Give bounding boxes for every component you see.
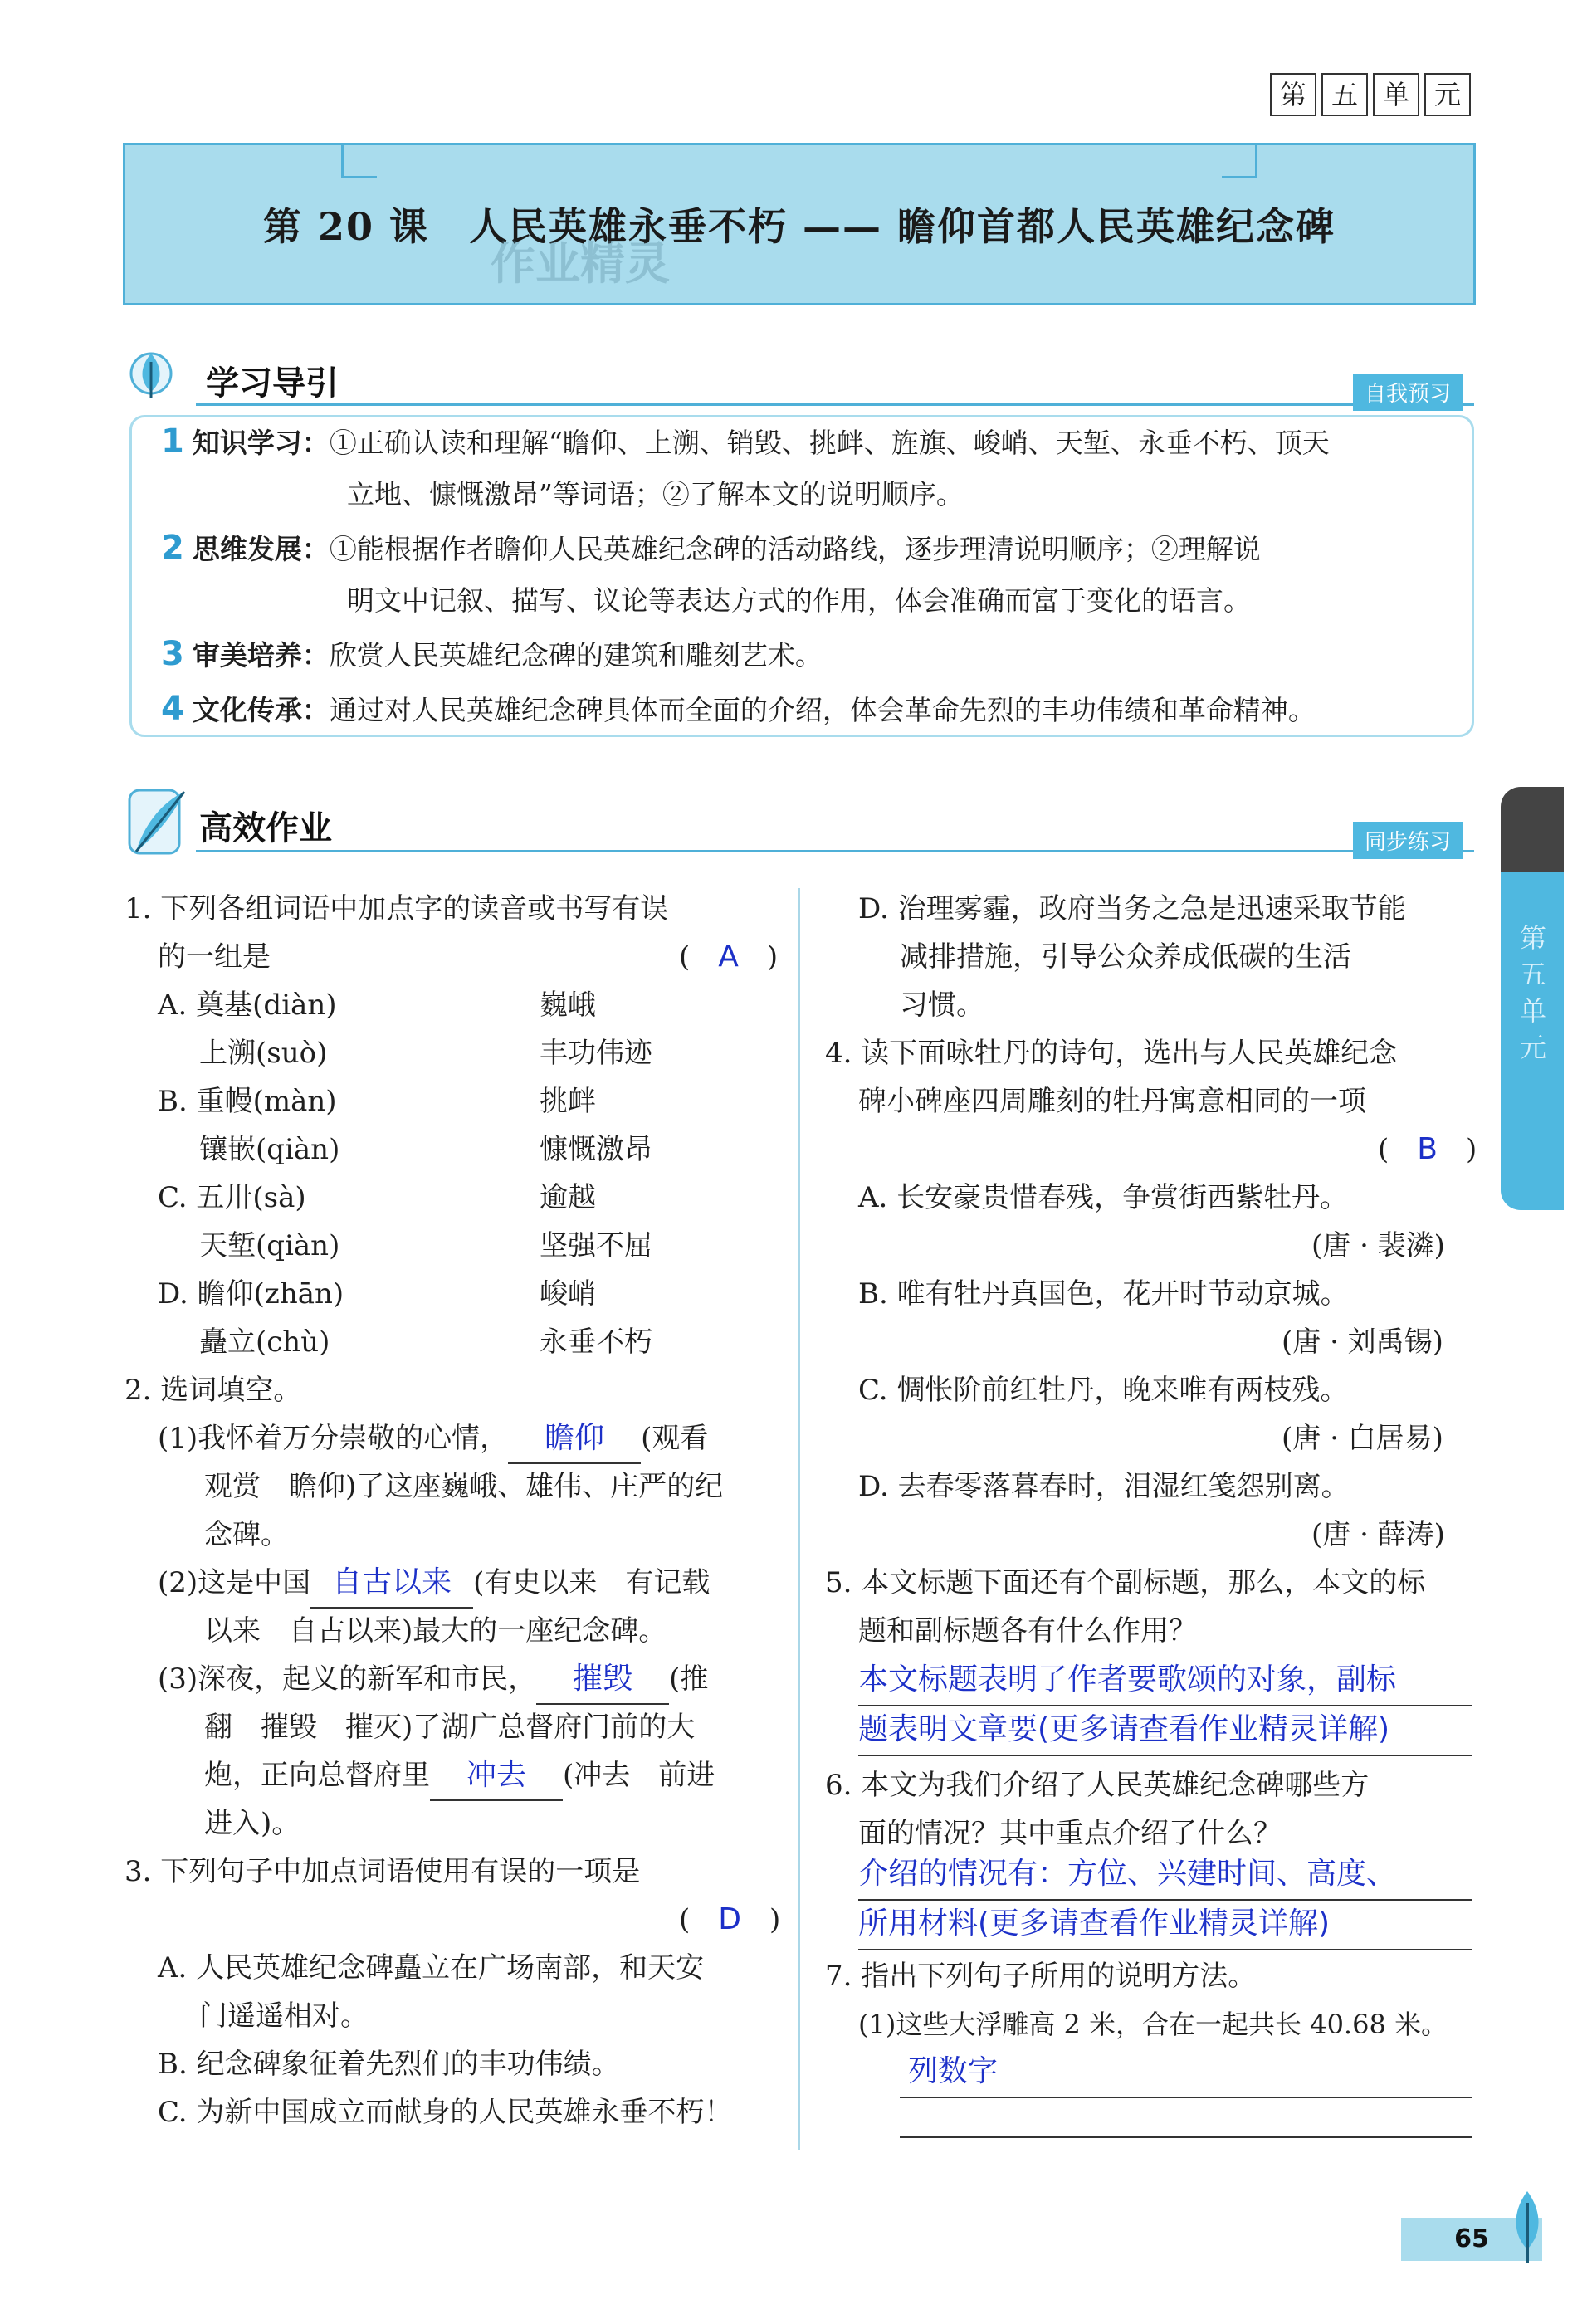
q4-option-author: (唐 · 白居易) bbox=[1282, 1422, 1443, 1455]
q3-option: 减排措施，引导公众养成低碳的生活 bbox=[900, 940, 1351, 974]
guide-item-number: 3 bbox=[161, 635, 184, 673]
q3-option: B. 纪念碑象征着先烈们的丰功伟绩。 bbox=[158, 2048, 620, 2081]
leaf-icon bbox=[129, 345, 173, 402]
q2-line: 观赏 瞻仰)了这座巍峨、雄伟、庄严的纪 bbox=[204, 1470, 724, 1503]
unit-tag-char: 单 bbox=[1373, 73, 1419, 116]
guide-item-label: 知识学习： bbox=[192, 427, 330, 459]
q1-option: C. 五卅(sà) bbox=[158, 1181, 306, 1214]
q4-option-author: (唐 · 裴潾) bbox=[1311, 1229, 1445, 1262]
guide-item-label: 思维发展： bbox=[192, 533, 330, 565]
q4-option-author: (唐 · 刘禹锡) bbox=[1282, 1326, 1443, 1359]
lesson-title: 第 20 课 人民英雄永垂不朽 —— 瞻仰首都人民英雄纪念碑 bbox=[262, 204, 1336, 249]
q1-option: 天堑(qiàn) bbox=[199, 1229, 340, 1262]
feather-pen-icon bbox=[126, 787, 189, 857]
guide-item-text: 通过对人民英雄纪念碑具体而全面的介绍，体会革命先烈的丰功伟绩和革命精神。 bbox=[329, 694, 1316, 726]
question-5-answer: 题表明文章要(更多请查看作业精灵详解) bbox=[858, 1705, 1472, 1756]
guide-item bbox=[161, 521, 1456, 576]
q4-option: A. 长安豪贵惜春残，争赏街西紫牡丹。 bbox=[858, 1181, 1349, 1214]
q2-line: 以来 自古以来)最大的一座纪念碑。 bbox=[204, 1614, 667, 1648]
guide-item-number: 1 bbox=[161, 422, 184, 461]
answer-line bbox=[900, 2136, 1472, 2138]
q1-option-word: 慷慨激昂 bbox=[540, 1133, 652, 1166]
q3-option: D. 治理雾霾，政府当务之急是迅速采取节能 bbox=[858, 892, 1406, 925]
q7-sentence: (1)这些大浮雕高 2 米，合在一起共长 40.68 米。 bbox=[858, 2009, 1448, 2040]
column-divider bbox=[798, 888, 800, 2150]
q1-option-word: 坚强不屈 bbox=[540, 1229, 652, 1262]
guide-item bbox=[161, 627, 1456, 682]
q2-answer-blank: 冲去 bbox=[430, 1751, 563, 1801]
q2-line: 进入)。 bbox=[204, 1807, 300, 1840]
question-3-stem: 3. 下列句子中加点词语使用有误的一项是 bbox=[125, 1855, 641, 1888]
q1-option: D. 瞻仰(zhān) bbox=[158, 1277, 344, 1311]
question-4-answer: B bbox=[1417, 1132, 1438, 1166]
question-6-stem: 面的情况？其中重点介绍了什么？ bbox=[858, 1817, 1282, 1850]
q3-option: C. 为新中国成立而献身的人民英雄永垂不朽！ bbox=[158, 2096, 733, 2129]
q4-option-author: (唐 · 薛涛) bbox=[1311, 1518, 1445, 1551]
q2-answer-blank: 瞻仰 bbox=[508, 1414, 641, 1464]
guide-item bbox=[161, 415, 1456, 470]
unit-tag-char: 元 bbox=[1424, 73, 1471, 116]
q2-line: 翻 摧毁 摧灭)了湖广总督府门前的大 bbox=[204, 1711, 696, 1744]
guide-item bbox=[161, 682, 1456, 737]
guide-item-text: 明文中记叙、描写、议论等表达方式的作用，体会准确而富于变化的语言。 bbox=[347, 584, 1251, 617]
q3-option: A. 人民英雄纪念碑矗立在广场南部，和天安 bbox=[158, 1951, 705, 1985]
q2-line: 炮，正向总督府里 冲去 (冲去 前进 bbox=[204, 1751, 715, 1801]
question-5-answer: 本文标题表明了作者要歌颂的对象，副标 bbox=[858, 1655, 1472, 1706]
q2-answer-blank: 摧毁 bbox=[536, 1655, 669, 1705]
q2-answer-blank: 自古以来 bbox=[310, 1559, 473, 1609]
q2-line: (3)深夜，起义的新军和市民， 摧毁 (推 bbox=[158, 1655, 708, 1705]
page-number: 65 bbox=[1401, 2218, 1542, 2261]
question-4-answer-box: ( B ) bbox=[1378, 1132, 1477, 1166]
guide-item-text: 立地、慷慨激昂”等词语；②了解本文的说明顺序。 bbox=[347, 478, 964, 510]
section-title-homework: 高效作业 bbox=[199, 809, 332, 847]
guide-item-text: ①能根据作者瞻仰人民英雄纪念碑的活动路线，逐步理清说明顺序；②理解说 bbox=[329, 533, 1261, 565]
q2-line: (2)这是中国 自古以来 (有史以来 有记载 bbox=[158, 1559, 710, 1609]
q3-option: 门遥遥相对。 bbox=[199, 1999, 369, 2033]
corner-ornament-icon bbox=[1222, 143, 1257, 178]
guide-item-number: 2 bbox=[161, 529, 184, 567]
q1-option-word: 巍峨 bbox=[540, 989, 596, 1022]
q1-option-word: 挑衅 bbox=[540, 1085, 596, 1118]
question-1-stem: 1. 下列各组词语中加点字的读音或书写有误 bbox=[125, 892, 669, 925]
question-6-answer: 介绍的情况有：方位、兴建时间、高度、 bbox=[858, 1849, 1472, 1901]
question-6-stem: 6. 本文为我们介绍了人民英雄纪念碑哪些方 bbox=[825, 1769, 1370, 1802]
badge-sync-practice: 同步练习 bbox=[1353, 822, 1463, 859]
unit-tag-char: 第 bbox=[1270, 73, 1316, 116]
q1-option: 矗立(chù) bbox=[199, 1326, 330, 1359]
q3-option: 习惯。 bbox=[900, 989, 984, 1022]
question-3-answer: D bbox=[718, 1902, 741, 1936]
q1-option: 上溯(suò) bbox=[199, 1037, 328, 1070]
guide-item-label: 文化传承： bbox=[192, 694, 330, 726]
unit-tag bbox=[1265, 73, 1471, 116]
guide-item-text: ①正确认读和理解“瞻仰、上溯、销毁、挑衅、旌旗、峻峭、天堑、永垂不朽、顶天 bbox=[329, 427, 1330, 459]
unit-tag-char: 五 bbox=[1321, 73, 1368, 116]
q4-option: B. 唯有牡丹真国色，花开时节动京城。 bbox=[858, 1277, 1349, 1311]
question-6-answer: 所用材料(更多请查看作业精灵详解) bbox=[858, 1899, 1472, 1950]
question-5-stem: 题和副标题各有什么作用？ bbox=[858, 1614, 1197, 1648]
q1-option-word: 峻峭 bbox=[540, 1277, 596, 1311]
question-4-stem: 4. 读下面咏牡丹的诗句，选出与人民英雄纪念 bbox=[825, 1037, 1398, 1070]
divider bbox=[196, 403, 1474, 406]
question-3-answer-box: ( D ) bbox=[679, 1902, 781, 1936]
question-4-stem: 碑小碑座四周雕刻的牡丹寓意相同的一项 bbox=[858, 1085, 1366, 1118]
tree-icon bbox=[1509, 2191, 1546, 2263]
q1-option: B. 重幔(màn) bbox=[158, 1085, 337, 1118]
q1-option-word: 永垂不朽 bbox=[540, 1326, 652, 1359]
question-1-stem: 的一组是 bbox=[158, 940, 271, 974]
section-title-guide: 学习导引 bbox=[206, 364, 339, 403]
q2-line: (1)我怀着万分崇敬的心情， 瞻仰 (观看 bbox=[158, 1414, 708, 1464]
guide-item-number: 4 bbox=[161, 690, 184, 728]
question-7-stem: 7. 指出下列句子所用的说明方法。 bbox=[825, 1960, 1257, 1993]
q2-line: 念碑。 bbox=[204, 1518, 289, 1551]
lesson-banner bbox=[123, 143, 1476, 305]
q4-option: C. 惆怅阶前红牡丹，晚来唯有两枝残。 bbox=[858, 1374, 1349, 1407]
question-1-answer-box: ( A ) bbox=[679, 940, 779, 974]
q4-option: D. 去春零落暮春时，泪湿红笺怨别离。 bbox=[858, 1470, 1350, 1503]
question-2-stem: 2. 选词填空。 bbox=[125, 1374, 302, 1407]
guide-item-text: 欣赏人民英雄纪念碑的建筑和雕刻艺术。 bbox=[329, 639, 823, 671]
q1-option-word: 逾越 bbox=[540, 1181, 596, 1214]
watermark: 作业精灵 bbox=[491, 237, 670, 290]
guide-item-label: 审美培养： bbox=[192, 639, 330, 671]
side-tab-label: 第五单元 bbox=[1519, 922, 1546, 1063]
q1-option-word: 丰功伟迹 bbox=[540, 1037, 652, 1070]
badge-self-preview: 自我预习 bbox=[1353, 374, 1463, 411]
q1-option: A. 奠基(diàn) bbox=[158, 989, 337, 1022]
corner-ornament-icon bbox=[341, 143, 377, 178]
question-5-stem: 5. 本文标题下面还有个副标题，那么，本文的标 bbox=[825, 1566, 1426, 1599]
question-1-answer: A bbox=[718, 940, 739, 974]
q1-option: 镶嵌(qiàn) bbox=[199, 1133, 340, 1166]
divider bbox=[196, 850, 1474, 852]
question-7-answer: 列数字 bbox=[900, 2047, 1472, 2098]
unit-side-tab bbox=[1501, 787, 1564, 1210]
